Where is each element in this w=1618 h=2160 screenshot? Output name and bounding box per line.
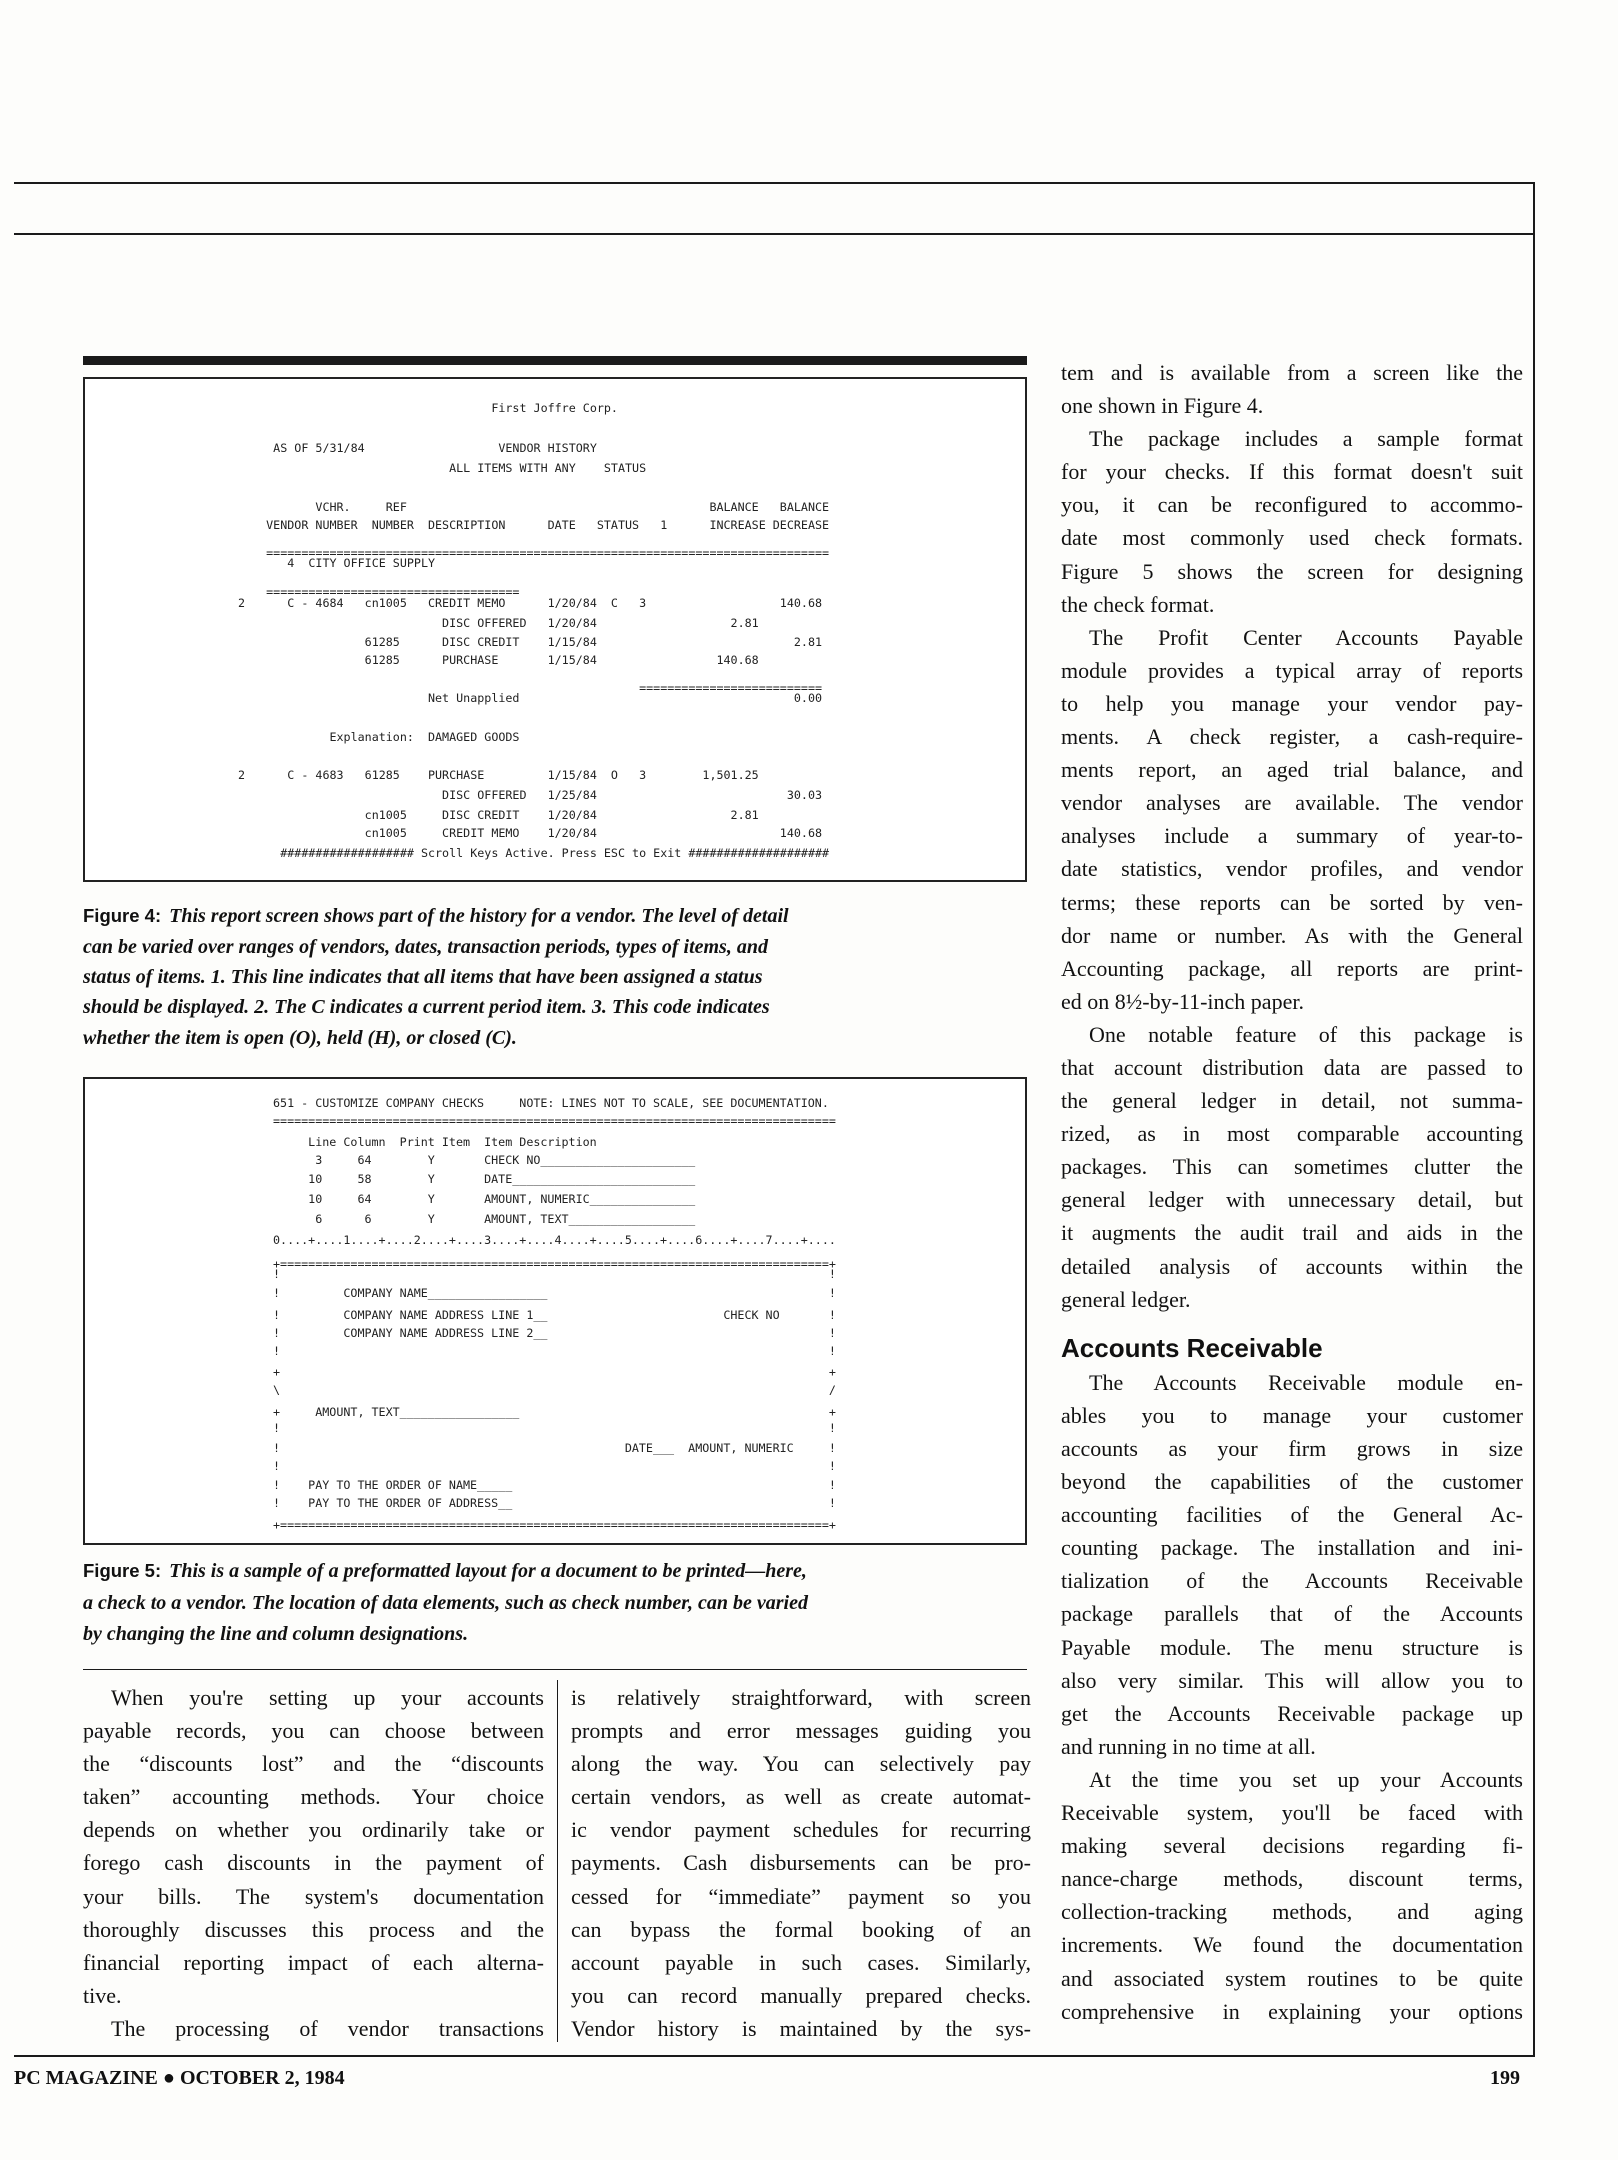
- text-line: Payable module. The menu structure is: [1061, 1634, 1523, 1660]
- text-line: the general ledger in detail, not summa-: [1061, 1088, 1523, 1114]
- caption-text: whether the item is open (O), held (H), or closed (C).: [83, 1027, 517, 1049]
- figure-label: Figure 5:: [83, 1560, 162, 1581]
- text-line: tive.: [83, 1982, 122, 2008]
- text-line: cessed for “immediate” payment so you: [571, 1883, 1031, 1909]
- screen-line: \ /: [273, 1383, 836, 1397]
- text-line: The processing of vendor transactions: [111, 2015, 544, 2041]
- text-line: payments. Cash disbursements can be pro-: [571, 1850, 1031, 1876]
- screen-line: ! !: [273, 1421, 836, 1435]
- caption-text: This is a sample of a preformatted layout for a document to be printed—here,: [169, 1560, 807, 1582]
- screen-line: ! !: [273, 1267, 836, 1281]
- screen-line: + AMOUNT, TEXT_________________ +: [273, 1405, 836, 1419]
- text-line: financial reporting impact of each alterna-: [83, 1949, 544, 1975]
- text-line: terms; these reports can be sorted by ven-: [1061, 889, 1523, 915]
- text-line: to help you manage your vendor pay-: [1061, 690, 1523, 716]
- text-line: general ledger with unnecessary detail, but: [1061, 1187, 1523, 1213]
- screen-line: 4 CITY OFFICE SUPPLY: [238, 556, 436, 570]
- text-line: certain vendors, as well as create automat-: [571, 1784, 1031, 1810]
- screen-line: 10 64 Y AMOUNT, NUMERIC_______________: [273, 1192, 696, 1206]
- screen-line: First Joffre Corp.: [238, 401, 618, 415]
- text-line: nance-charge methods, discount terms,: [1061, 1866, 1523, 1892]
- caption-line: [83, 995, 1023, 1019]
- paragraph: [1061, 1366, 1523, 1763]
- text-line: your bills. The system's documentation: [83, 1883, 544, 1909]
- text-line: account payable in such cases. Similarly,: [571, 1949, 1031, 1975]
- right-margin-rule: [1533, 182, 1535, 2057]
- screen-line: ====================================: [238, 585, 520, 599]
- text-line: tem and is available from a screen like the: [1061, 360, 1523, 385]
- body-column-left: [83, 1681, 544, 2045]
- screen-line: VCHR. REF BALANCE BALANCE: [238, 500, 830, 514]
- screen-line: ! PAY TO THE ORDER OF NAME_____ !: [273, 1478, 836, 1492]
- caption-text: a check to a vendor. The location of data elements, such as check number, can be varied: [83, 1592, 808, 1614]
- text-line: depends on whether you ordinarily take or: [83, 1817, 544, 1843]
- paragraph: [1061, 621, 1523, 1018]
- paragraph: [1061, 356, 1523, 422]
- screen-line: 2 C - 4683 61285 PURCHASE 1/15/84 O 3 1,501.25: [238, 768, 759, 782]
- text-line: it augments the audit trail and aids in the: [1061, 1220, 1523, 1246]
- text-line: accounting facilities of the General Ac-: [1061, 1502, 1523, 1528]
- screen-line: cn1005 DISC CREDIT 1/20/84 2.81: [238, 808, 759, 822]
- screen-line: ! !: [273, 1344, 836, 1358]
- paragraph: [571, 1681, 1031, 2045]
- text-line: The Profit Center Accounts Payable: [1089, 624, 1523, 650]
- section-heading: Accounts Receivable: [1061, 1332, 1323, 1363]
- screen-line: 61285 DISC CREDIT 1/15/84 2.81: [238, 635, 823, 649]
- screen-line: +==============================================================================+: [273, 1518, 836, 1532]
- text-line: date statistics, vendor profiles, and vendor: [1061, 856, 1523, 882]
- caption-line: [83, 965, 1023, 989]
- text-line: At the time you set up your Accounts: [1089, 1766, 1523, 1792]
- caption-text: by changing the line and column designations.: [83, 1623, 469, 1645]
- screen-line: 0....+....1....+....2....+....3....+....4....+....5....+....6....+....7....+....: [273, 1233, 836, 1247]
- text-line: making several decisions regarding fi-: [1061, 1833, 1523, 1859]
- text-line: package parallels that of the Accounts: [1061, 1601, 1523, 1627]
- text-line: vendor analyses are available. The vendor: [1061, 790, 1523, 816]
- caption-text: status of items. 1. This line indicates that all items that have been assigned a status: [83, 966, 763, 988]
- screen-line: ALL ITEMS WITH ANY STATUS: [238, 461, 647, 475]
- screen-line: +==============================================================================+: [273, 1257, 836, 1271]
- screen-line: DISC OFFERED 1/20/84 2.81: [238, 616, 759, 630]
- text-line: ed on 8½-by-11-inch paper.: [1061, 988, 1304, 1014]
- text-line: accounts as your firm grows in size: [1061, 1436, 1523, 1461]
- text-line: thoroughly discusses this process and the: [83, 1916, 544, 1942]
- text-line: can bypass the formal booking of an: [571, 1916, 1031, 1942]
- screen-line: ================================================================================: [273, 1114, 836, 1128]
- text-line: packages. This can sometimes clutter the: [1061, 1154, 1523, 1180]
- screen-line: 6 6 Y AMOUNT, TEXT__________________: [273, 1212, 696, 1226]
- paragraph: [83, 1681, 544, 2012]
- text-line: date most commonly used check formats.: [1061, 525, 1523, 551]
- screen-line: 61285 PURCHASE 1/15/84 140.68: [238, 653, 759, 667]
- screen-line: Explanation: DAMAGED GOODS: [238, 730, 520, 744]
- figure-top-bar: [83, 356, 1027, 365]
- column-rule: [83, 1669, 1027, 1670]
- caption-text: should be displayed. 2. The C indicates a current period item. 3. This code indicates: [83, 996, 770, 1018]
- text-line: payable records, you can choose between: [83, 1718, 544, 1744]
- text-line: along the way. You can selectively pay: [571, 1751, 1031, 1777]
- header-rule: [14, 233, 1535, 235]
- text-line: Accounting package, all reports are print-: [1061, 955, 1523, 981]
- paragraph: [83, 2012, 544, 2045]
- body-column-right: [1061, 356, 1523, 2028]
- paragraph: [1061, 1763, 1523, 2028]
- text-line: tialization of the Accounts Receivable: [1061, 1568, 1523, 1594]
- screen-line: ################### Scroll Keys Active. Press ESC to Exit ####################: [238, 846, 830, 860]
- screen-line: AS OF 5/31/84 VENDOR HISTORY: [238, 441, 597, 455]
- figure-label: Figure 4:: [83, 905, 162, 926]
- text-line: beyond the capabilities of the customer: [1061, 1469, 1523, 1495]
- text-line: One notable feature of this package is: [1089, 1021, 1523, 1047]
- text-line: ic vendor payment schedules for recurring: [571, 1817, 1031, 1843]
- screen-line: 3 64 Y CHECK NO______________________: [273, 1153, 696, 1167]
- text-line: The Accounts Receivable module en-: [1089, 1369, 1523, 1395]
- caption-line: [83, 1591, 1023, 1615]
- figure-4-screen: [83, 377, 1027, 882]
- screen-line: ! !: [273, 1459, 836, 1473]
- text-line: is relatively straightforward, with screen: [571, 1685, 1031, 1710]
- text-line: counting package. The installation and ini-: [1061, 1535, 1523, 1561]
- screen-line: DISC OFFERED 1/25/84 30.03: [238, 788, 823, 802]
- screen-line: ================================================================================: [238, 546, 830, 560]
- text-line: Vendor history is maintained by the sys-: [571, 2015, 1031, 2041]
- figure-5-screen: [83, 1077, 1027, 1545]
- text-line: rized, as in most comparable accounting: [1061, 1121, 1523, 1147]
- text-line: taken” accounting methods. Your choice: [83, 1784, 544, 1810]
- text-line: for your checks. If this format doesn't suit: [1061, 459, 1523, 485]
- screen-line: ! COMPANY NAME ADDRESS LINE 1__ CHECK NO !: [273, 1308, 836, 1322]
- screen-line: 10 58 Y DATE__________________________: [273, 1172, 696, 1186]
- text-line: you can record manually prepared checks.: [571, 1982, 1031, 2008]
- caption-text: This report screen shows part of the history for a vendor. The level of detail: [169, 905, 789, 927]
- text-line: dor name or number. As with the General: [1061, 922, 1523, 948]
- screen-line: Line Column Print Item Item Description: [273, 1135, 597, 1149]
- text-line: The package includes a sample format: [1089, 426, 1523, 452]
- screen-line: 651 - CUSTOMIZE COMPANY CHECKS NOTE: LINES NOT TO SCALE, SEE DOCUMENTATION.: [273, 1096, 829, 1110]
- caption-line: [83, 1559, 1023, 1583]
- text-line: general ledger.: [1061, 1286, 1191, 1312]
- text-line: and running in no time at all.: [1061, 1733, 1316, 1759]
- screen-line: ! COMPANY NAME ADDRESS LINE 2__ !: [273, 1326, 836, 1340]
- caption-line: [83, 904, 1023, 928]
- screen-line: + +: [273, 1365, 836, 1379]
- text-line: also very similar. This will allow you to: [1061, 1667, 1523, 1693]
- footer-rule: [14, 2055, 1535, 2057]
- paragraph: [1061, 1018, 1523, 1316]
- text-line: analyses include a summary of year-to-: [1061, 823, 1523, 849]
- screen-line: 2 C - 4684 cn1005 CREDIT MEMO 1/20/84 C 3 140.68: [238, 596, 823, 610]
- screen-line: ! COMPANY NAME_________________ !: [273, 1286, 836, 1300]
- text-line: ables you to manage your customer: [1061, 1402, 1523, 1428]
- text-line: collection-tracking methods, and aging: [1061, 1899, 1523, 1925]
- text-line: increments. We found the documentation: [1061, 1932, 1523, 1958]
- screen-line: VENDOR NUMBER NUMBER DESCRIPTION DATE STATUS 1 INCREASE DECREASE: [238, 518, 830, 532]
- text-line: Receivable system, you'll be faced with: [1061, 1800, 1523, 1826]
- paragraph: [1061, 422, 1523, 621]
- screen-line: ! DATE___ AMOUNT, NUMERIC !: [273, 1441, 836, 1455]
- text-line: ments. A check register, a cash-require-: [1061, 724, 1523, 750]
- text-line: prompts and error messages guiding you: [571, 1718, 1031, 1744]
- footer-page-number: 199: [1490, 2067, 1520, 2089]
- caption-line: [83, 1026, 1023, 1050]
- text-line: the “discounts lost” and the “discounts: [83, 1751, 544, 1777]
- caption-text: can be varied over ranges of vendors, dates, transaction periods, types of items, and: [83, 936, 768, 958]
- text-line: and associated system routines to be quite: [1061, 1965, 1523, 1991]
- text-line: Figure 5 shows the screen for designing: [1061, 558, 1523, 584]
- text-line: detailed analysis of accounts within the: [1061, 1253, 1523, 1279]
- screen-line: ==========================: [238, 681, 823, 695]
- top-rule: [14, 182, 1535, 184]
- screen-line: cn1005 CREDIT MEMO 1/20/84 140.68: [238, 826, 823, 840]
- text-line: forego cash discounts in the payment of: [83, 1850, 544, 1876]
- text-line: ments report, an aged trial balance, and: [1061, 757, 1523, 783]
- text-line: module provides a typical array of reports: [1061, 657, 1523, 683]
- text-line: comprehensive in explaining your options: [1061, 1998, 1523, 2024]
- footer-publication: PC MAGAZINE ● OCTOBER 2, 1984: [14, 2067, 345, 2089]
- text-line: that account distribution data are passed to: [1061, 1054, 1523, 1080]
- caption-line: [83, 935, 1023, 959]
- text-line: the check format.: [1061, 591, 1215, 617]
- text-line: When you're setting up your accounts: [111, 1685, 544, 1710]
- text-line: one shown in Figure 4.: [1061, 393, 1264, 419]
- column-divider: [557, 1680, 558, 2042]
- caption-line: [83, 1622, 1023, 1646]
- text-line: get the Accounts Receivable package up: [1061, 1700, 1523, 1726]
- text-line: you, it can be reconfigured to accommo-: [1061, 492, 1523, 518]
- screen-line: ! PAY TO THE ORDER OF ADDRESS__ !: [273, 1496, 836, 1510]
- body-column-middle: [571, 1681, 1031, 2045]
- screen-line: Net Unapplied 0.00: [238, 691, 823, 705]
